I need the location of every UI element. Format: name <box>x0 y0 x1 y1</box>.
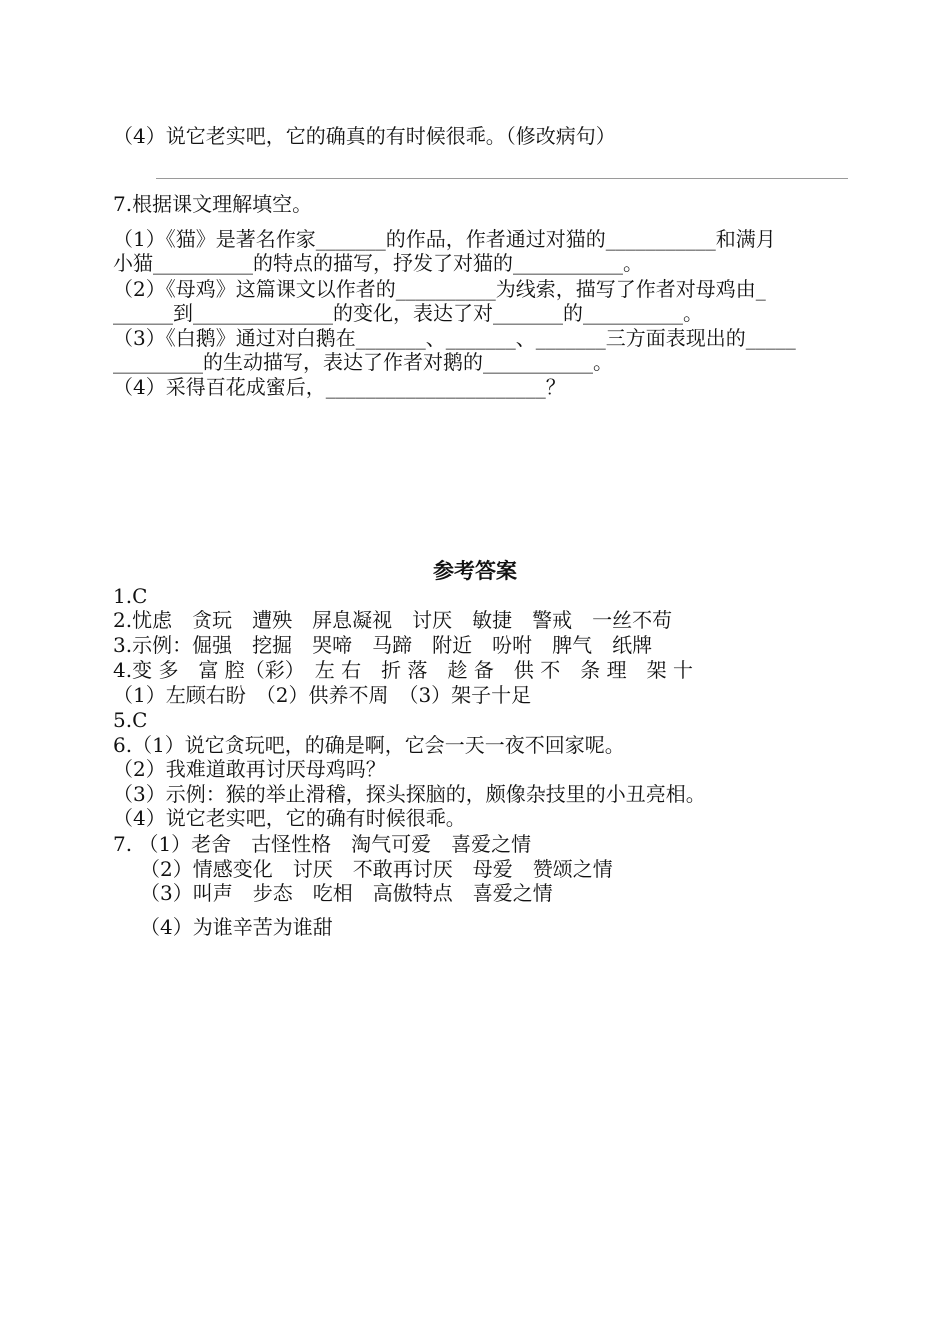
q7-line-1: （1）《猫》是著名作家_______的作品，作者通过对猫的___________和满月 <box>113 227 776 251</box>
answer-line-11: 7. （1）老舍 古怪性格 淘气可爱 喜爱之情 <box>113 832 532 856</box>
answer-line-9: （3）示例：猴的举止滑稽，探头探脑的，颇像杂技里的小丑亮相。 <box>113 782 706 806</box>
answer-line-4: 4.变 多 富 腔（彩） 左 右 折 落 趁 备 供 不 条 理 架 十 <box>113 658 693 682</box>
q7-line-7: （4）采得百花成蜜后，______________________？ <box>113 375 566 399</box>
q6-item-4: （4）说它老实吧，它的确真的有时候很乖。（修改病句） <box>113 124 616 148</box>
answer-line-2: 2.忧虑 贪玩 遭殃 屏息凝视 讨厌 敏捷 警戒 一丝不苟 <box>113 608 673 632</box>
answer-line-12: （2）情感变化 讨厌 不敢再讨厌 母爱 赞颂之情 <box>140 857 613 881</box>
answer-line-8: （2）我难道敢再讨厌母鸡吗？ <box>113 757 386 781</box>
q7-line-6: _________的生动描写，表达了作者对鹅的___________。 <box>113 350 613 374</box>
answer-line-13: （3）叫声 步态 吃相 高傲特点 喜爱之情 <box>140 881 553 905</box>
answer-line-1: 1.C <box>113 584 148 608</box>
answer-title: 参考答案 <box>433 559 517 583</box>
q7-line-5: （3）《白鹅》通过对白鹅在_______、_______、_______三方面表现出的_____ <box>113 326 796 350</box>
answer-line-7: 6.（1）说它贪玩吧，的确是啊，它会一天一夜不回家呢。 <box>113 733 625 757</box>
q7-heading: 7.根据课文理解填空。 <box>113 192 313 216</box>
answer-line-10: （4）说它老实吧，它的确有时候很乖。 <box>113 806 466 830</box>
answer-line-5: （1）左顾右盼 （2）供养不周 （3）架子十足 <box>113 683 532 707</box>
answer-line-3: 3.示例：倔强 挖掘 哭啼 马蹄 附近 吩咐 脾气 纸牌 <box>113 633 653 657</box>
answer-line-14: （4）为谁辛苦为谁甜 <box>140 915 333 939</box>
q7-line-4: ______到______________的变化，表达了对_______的__________。 <box>113 301 703 325</box>
q7-line-3: （2）《母鸡》这篇课文以作者的__________为线索，描写了作者对母鸡由_ <box>113 277 766 301</box>
q7-line-2: 小猫__________的特点的描写，抒发了对猫的___________。 <box>113 251 643 275</box>
answer-blank-line <box>156 178 848 179</box>
answer-line-6: 5.C <box>113 708 148 732</box>
